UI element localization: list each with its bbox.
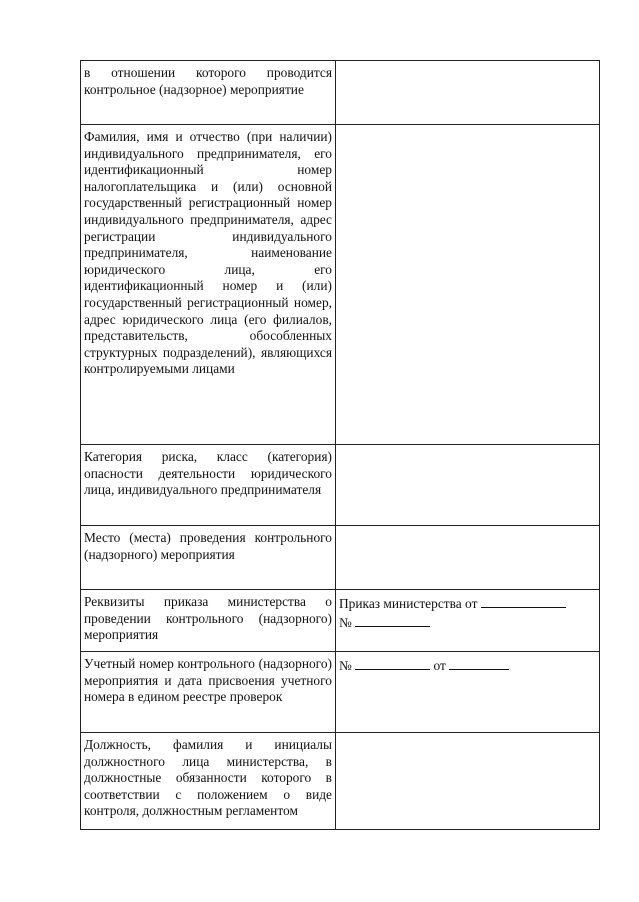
table-row [81,61,600,125]
registry-number-line [339,656,596,675]
order-number-blank[interactable] [355,613,430,627]
row-label-location: Место (места) проведения контрольного (надзорного) мероприятия [81,526,336,590]
row-value-controlled-person [336,61,600,125]
registry-number-blank[interactable] [355,656,430,670]
row-value-official-position [336,733,600,830]
registry-date-label: от [433,658,446,673]
order-number-label: № [339,614,352,630]
row-value-order-details [336,590,600,652]
order-date-blank[interactable] [481,594,566,608]
registry-number-label: № [339,658,352,673]
row-value-risk-category [336,445,600,526]
row-label-registry-number: Учетный номер контрольного (надзорного) мероприятия и дата присвоения учетного номера в едином реестре проверок [81,652,336,733]
registry-date-blank[interactable] [449,656,509,670]
table-row [81,526,600,590]
table-row [81,445,600,526]
row-value-entity-details [336,125,600,445]
table-row [81,733,600,830]
row-label-risk-category: Категория риска, класс (категория) опасности деятельности юридического лица, индивидуального предпринимателя [81,445,336,526]
order-date-label: Приказ министерства от [339,596,478,611]
row-label-order-details: Реквизиты приказа министерства о проведении контрольного (надзорного) мероприятия [81,590,336,652]
order-number-line [339,613,596,632]
table-row [81,590,600,652]
row-label-official-position: Должность, фамилия и инициалы должностного лица министерства, в должностные обязанности которого в соответствии с положением о виде контроля, должностным регламентом [81,733,336,830]
row-value-registry-number [336,652,600,733]
order-date-line [339,594,596,613]
row-label-entity-details: Фамилия, имя и отчество (при наличии) индивидуального предпринимателя, его идентификационный номер налогоплательщика и (или) основной государственный регистрационный номер индивидуального предпринимателя, адрес регистрации индивидуального предпринимателя, наименование юридического лица, его идентификационный номер и (или) государственный регистрационный номер, адрес юридического лица (его филиалов, представительств, обособленных структурных подразделений), являющихся контролируемыми лицами [81,125,336,445]
table-row [81,652,600,733]
inspection-form-table [80,60,600,830]
row-value-location [336,526,600,590]
table-row [81,125,600,445]
row-label-controlled-person: в отношении которого проводится контрольное (надзорное) мероприятие [81,61,336,125]
